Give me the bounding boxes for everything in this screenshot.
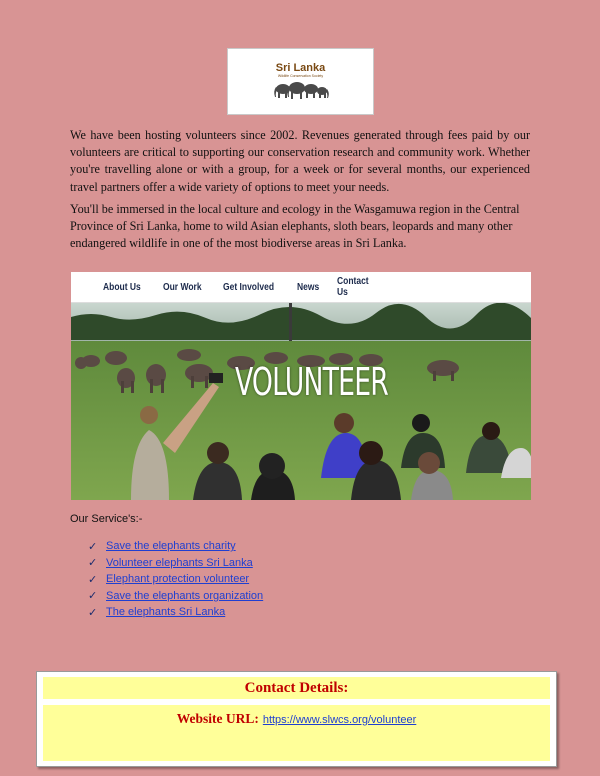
service-link[interactable]: Save the elephants charity: [106, 540, 236, 553]
website-url-label: Website URL:: [176, 711, 259, 726]
nav-about-us[interactable]: About Us: [103, 281, 141, 293]
contact-box: [36, 671, 557, 767]
checkmark-icon: ✓: [88, 557, 98, 570]
nav-our-work[interactable]: Our Work: [163, 281, 202, 293]
list-item: [88, 604, 263, 621]
service-link[interactable]: Elephant protection volunteer: [106, 573, 250, 586]
logo-subtitle: Wildlife Conservation Society: [277, 73, 324, 78]
banner-navbar: [71, 272, 531, 303]
services-list: [88, 538, 263, 621]
intro-paragraph: We have been hosting volunteers since 2002. Revenues generated through fees paid by our volunteers are critical to supporting our conservation research and community work. Whether you're travelling alone or with a group, for a week or for several months, our experienced travel partners offer a wide variety of options to meet your needs.: [70, 128, 530, 194]
list-item: [88, 538, 263, 555]
list-item: [88, 588, 263, 605]
region-paragraph: You'll be immersed in the local culture and ecology in the Wasgamuwa region in the Central Province of Sri Lanka, home to wild Asian elephants, sloth bears, leopards and many other endangered wildlife in one of the most biodiverse areas in Sri Lanka.: [70, 202, 520, 251]
service-link[interactable]: The elephants Sri Lanka: [106, 606, 226, 619]
contact-body: [43, 705, 550, 761]
logo: [227, 48, 374, 115]
contact-heading: Contact Details:: [43, 677, 550, 699]
checkmark-icon: ✓: [88, 590, 98, 603]
volunteer-banner: [71, 272, 531, 500]
list-item: [88, 555, 263, 572]
nav-contact-us[interactable]: Contact Us: [337, 276, 369, 298]
elephant-herd-icon: [273, 79, 329, 101]
logo-title: Sri Lanka: [275, 61, 326, 74]
service-link[interactable]: Save the elephants organization: [106, 589, 264, 602]
checkmark-icon: ✓: [88, 540, 98, 553]
list-item: [88, 571, 263, 588]
service-link[interactable]: Volunteer elephants Sri Lanka: [106, 556, 253, 569]
banner-headline: VOLUNTEER: [235, 360, 389, 404]
checkmark-icon: ✓: [88, 606, 98, 619]
services-heading: Our Service's:-: [70, 513, 143, 525]
website-url-link[interactable]: https://www.slwcs.org/volunteer: [262, 714, 417, 726]
checkmark-icon: ✓: [88, 573, 98, 586]
nav-news[interactable]: News: [297, 281, 320, 293]
nav-get-involved[interactable]: Get Involved: [223, 281, 275, 293]
